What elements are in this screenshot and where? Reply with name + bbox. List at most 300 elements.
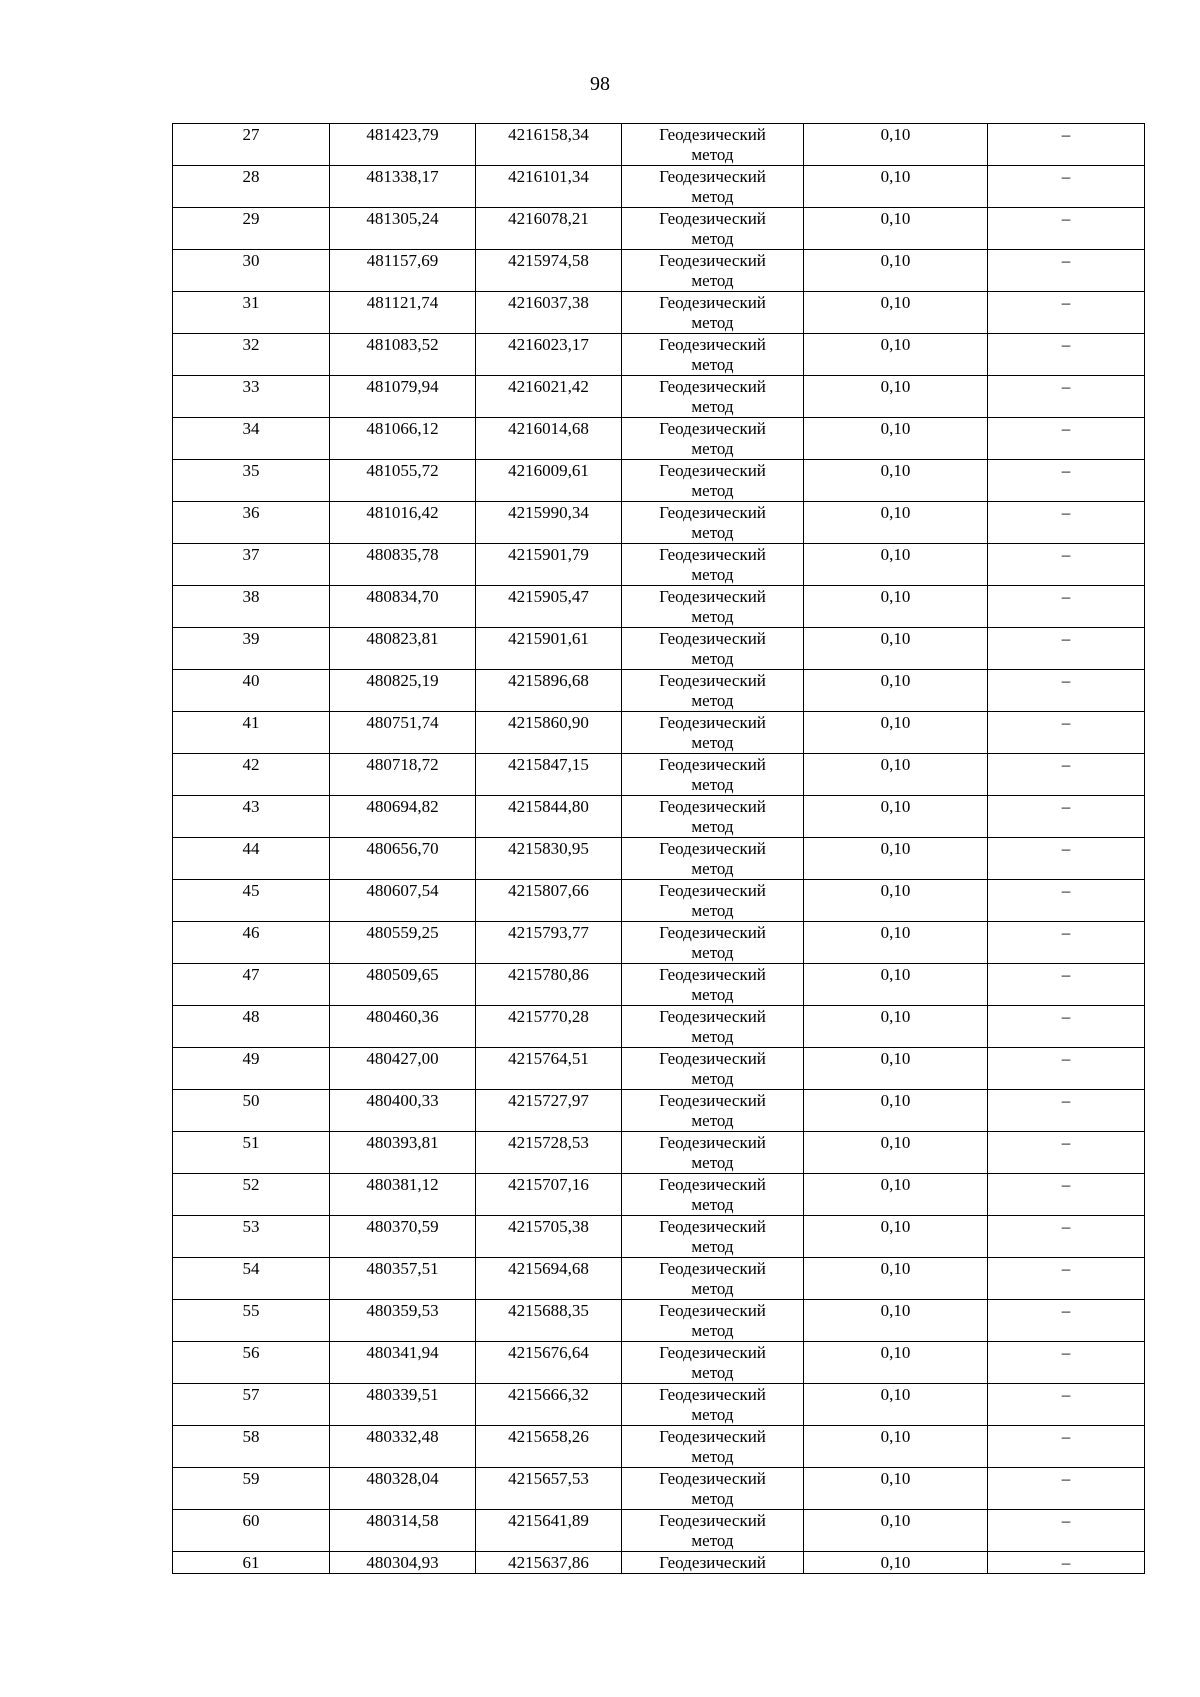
x-coordinate-cell: 480718,72 xyxy=(330,754,476,796)
method-line-1: Геодезический xyxy=(659,1343,766,1362)
table-row xyxy=(173,1552,1145,1574)
method-cell xyxy=(622,1174,804,1216)
method-line-2: метод xyxy=(691,523,734,542)
table-row xyxy=(173,124,1145,166)
point-number-cell: 42 xyxy=(173,754,330,796)
accuracy-cell: 0,10 xyxy=(804,1090,988,1132)
y-coordinate-cell: 4215860,90 xyxy=(476,712,622,754)
description-cell: – xyxy=(988,964,1145,1006)
x-coordinate-cell: 480509,65 xyxy=(330,964,476,1006)
y-coordinate-cell: 4215705,38 xyxy=(476,1216,622,1258)
method-cell xyxy=(622,250,804,292)
method-line-1: Геодезический xyxy=(659,251,766,270)
accuracy-cell: 0,10 xyxy=(804,838,988,880)
table-row xyxy=(173,1216,1145,1258)
table-body xyxy=(173,124,1145,1574)
method-cell xyxy=(622,838,804,880)
accuracy-cell: 0,10 xyxy=(804,1048,988,1090)
method-line-1: Геодезический xyxy=(659,293,766,312)
table-row xyxy=(173,1006,1145,1048)
method-cell xyxy=(622,292,804,334)
method-line-1: Геодезический xyxy=(659,1007,766,1026)
y-coordinate-cell: 4215707,16 xyxy=(476,1174,622,1216)
y-coordinate-cell: 4216021,42 xyxy=(476,376,622,418)
description-cell: – xyxy=(988,418,1145,460)
y-coordinate-cell: 4215901,79 xyxy=(476,544,622,586)
accuracy-cell: 0,10 xyxy=(804,166,988,208)
table-row xyxy=(173,208,1145,250)
method-line-1: Геодезический xyxy=(659,797,766,816)
table-row xyxy=(173,1342,1145,1384)
x-coordinate-cell: 480834,70 xyxy=(330,586,476,628)
point-number-cell: 37 xyxy=(173,544,330,586)
method-line-2: метод xyxy=(691,313,734,332)
method-cell xyxy=(622,1258,804,1300)
method-line-2: метод xyxy=(691,565,734,584)
y-coordinate-cell: 4215830,95 xyxy=(476,838,622,880)
point-number-cell: 32 xyxy=(173,334,330,376)
description-cell: – xyxy=(988,1174,1145,1216)
method-cell xyxy=(622,922,804,964)
accuracy-cell: 0,10 xyxy=(804,208,988,250)
x-coordinate-cell: 481016,42 xyxy=(330,502,476,544)
method-line-2: метод xyxy=(691,943,734,962)
method-cell xyxy=(622,460,804,502)
table-row xyxy=(173,460,1145,502)
y-coordinate-cell: 4215764,51 xyxy=(476,1048,622,1090)
description-cell: – xyxy=(988,544,1145,586)
table-row xyxy=(173,502,1145,544)
y-coordinate-cell: 4215896,68 xyxy=(476,670,622,712)
description-cell: – xyxy=(988,712,1145,754)
method-line-1: Геодезический xyxy=(659,377,766,396)
table-row xyxy=(173,838,1145,880)
table-row xyxy=(173,292,1145,334)
method-cell xyxy=(622,334,804,376)
description-cell: – xyxy=(988,670,1145,712)
method-line-1: Геодезический xyxy=(659,1049,766,1068)
method-line-2: метод xyxy=(691,229,734,248)
point-number-cell: 59 xyxy=(173,1468,330,1510)
description-cell: – xyxy=(988,460,1145,502)
method-line-2: метод xyxy=(691,1153,734,1172)
method-cell xyxy=(622,1090,804,1132)
method-line-2: метод xyxy=(691,1321,734,1340)
table-row xyxy=(173,964,1145,1006)
x-coordinate-cell: 480656,70 xyxy=(330,838,476,880)
x-coordinate-cell: 480370,59 xyxy=(330,1216,476,1258)
y-coordinate-cell: 4215901,61 xyxy=(476,628,622,670)
y-coordinate-cell: 4215990,34 xyxy=(476,502,622,544)
y-coordinate-cell: 4216158,34 xyxy=(476,124,622,166)
accuracy-cell: 0,10 xyxy=(804,880,988,922)
y-coordinate-cell: 4215666,32 xyxy=(476,1384,622,1426)
description-cell: – xyxy=(988,754,1145,796)
method-line-1: Геодезический xyxy=(659,881,766,900)
table-row xyxy=(173,544,1145,586)
description-cell: – xyxy=(988,1384,1145,1426)
description-cell: – xyxy=(988,166,1145,208)
x-coordinate-cell: 481079,94 xyxy=(330,376,476,418)
accuracy-cell: 0,10 xyxy=(804,922,988,964)
method-cell xyxy=(622,418,804,460)
method-line-1: Геодезический xyxy=(659,1427,766,1446)
description-cell: – xyxy=(988,1132,1145,1174)
x-coordinate-cell: 480381,12 xyxy=(330,1174,476,1216)
method-cell xyxy=(622,544,804,586)
y-coordinate-cell: 4215793,77 xyxy=(476,922,622,964)
x-coordinate-cell: 481066,12 xyxy=(330,418,476,460)
table-row xyxy=(173,1258,1145,1300)
point-number-cell: 43 xyxy=(173,796,330,838)
x-coordinate-cell: 481055,72 xyxy=(330,460,476,502)
accuracy-cell: 0,10 xyxy=(804,1300,988,1342)
method-cell xyxy=(622,376,804,418)
method-cell xyxy=(622,628,804,670)
point-number-cell: 58 xyxy=(173,1426,330,1468)
description-cell: – xyxy=(988,334,1145,376)
method-line-1: Геодезический xyxy=(659,1511,766,1530)
method-line-1: Геодезический xyxy=(659,1091,766,1110)
method-line-1: Геодезический xyxy=(659,1133,766,1152)
point-number-cell: 39 xyxy=(173,628,330,670)
y-coordinate-cell: 4215844,80 xyxy=(476,796,622,838)
description-cell: – xyxy=(988,1090,1145,1132)
accuracy-cell: 0,10 xyxy=(804,460,988,502)
description-cell: – xyxy=(988,1426,1145,1468)
accuracy-cell: 0,10 xyxy=(804,544,988,586)
table-row xyxy=(173,880,1145,922)
method-line-1: Геодезический xyxy=(659,419,766,438)
method-cell xyxy=(622,880,804,922)
description-cell: – xyxy=(988,922,1145,964)
accuracy-cell: 0,10 xyxy=(804,1006,988,1048)
point-number-cell: 31 xyxy=(173,292,330,334)
method-line-1: Геодезический xyxy=(659,1469,766,1488)
method-cell xyxy=(622,1552,804,1574)
description-cell: – xyxy=(988,796,1145,838)
point-number-cell: 60 xyxy=(173,1510,330,1552)
method-line-2: метод xyxy=(691,859,734,878)
method-line-2: метод xyxy=(691,145,734,164)
method-cell xyxy=(622,754,804,796)
method-line-1: Геодезический xyxy=(659,1217,766,1236)
y-coordinate-cell: 4215770,28 xyxy=(476,1006,622,1048)
x-coordinate-cell: 480304,93 xyxy=(330,1552,476,1574)
table-row xyxy=(173,250,1145,292)
x-coordinate-cell: 480357,51 xyxy=(330,1258,476,1300)
point-number-cell: 48 xyxy=(173,1006,330,1048)
point-number-cell: 55 xyxy=(173,1300,330,1342)
accuracy-cell: 0,10 xyxy=(804,1258,988,1300)
method-line-1: Геодезический xyxy=(659,209,766,228)
y-coordinate-cell: 4215658,26 xyxy=(476,1426,622,1468)
method-line-2: метод xyxy=(691,1069,734,1088)
method-cell xyxy=(622,124,804,166)
description-cell: – xyxy=(988,250,1145,292)
table-row xyxy=(173,1384,1145,1426)
table-row xyxy=(173,922,1145,964)
y-coordinate-cell: 4216014,68 xyxy=(476,418,622,460)
description-cell: – xyxy=(988,376,1145,418)
method-line-2: метод xyxy=(691,1237,734,1256)
method-line-2: метод xyxy=(691,1111,734,1130)
method-cell xyxy=(622,1426,804,1468)
method-line-2: метод xyxy=(691,1027,734,1046)
point-number-cell: 44 xyxy=(173,838,330,880)
method-line-2: метод xyxy=(691,901,734,920)
method-line-2: метод xyxy=(691,271,734,290)
method-cell xyxy=(622,964,804,1006)
table-row xyxy=(173,754,1145,796)
method-line-2: метод xyxy=(691,607,734,626)
y-coordinate-cell: 4215974,58 xyxy=(476,250,622,292)
point-number-cell: 33 xyxy=(173,376,330,418)
accuracy-cell: 0,10 xyxy=(804,712,988,754)
accuracy-cell: 0,10 xyxy=(804,628,988,670)
method-line-1: Геодезический xyxy=(659,125,766,144)
method-line-1: Геодезический xyxy=(659,965,766,984)
method-cell xyxy=(622,1216,804,1258)
point-number-cell: 51 xyxy=(173,1132,330,1174)
point-number-cell: 45 xyxy=(173,880,330,922)
method-line-1: Геодезический xyxy=(659,755,766,774)
table-row xyxy=(173,1468,1145,1510)
point-number-cell: 27 xyxy=(173,124,330,166)
description-cell: – xyxy=(988,1006,1145,1048)
method-cell xyxy=(622,502,804,544)
description-cell: – xyxy=(988,1216,1145,1258)
accuracy-cell: 0,10 xyxy=(804,1384,988,1426)
x-coordinate-cell: 480427,00 xyxy=(330,1048,476,1090)
x-coordinate-cell: 480339,51 xyxy=(330,1384,476,1426)
accuracy-cell: 0,10 xyxy=(804,1342,988,1384)
point-number-cell: 50 xyxy=(173,1090,330,1132)
method-cell xyxy=(622,796,804,838)
method-line-2: метод xyxy=(691,775,734,794)
method-line-2: метод xyxy=(691,481,734,500)
table-row xyxy=(173,796,1145,838)
y-coordinate-cell: 4215847,15 xyxy=(476,754,622,796)
method-line-1: Геодезический xyxy=(659,839,766,858)
method-line-2: метод xyxy=(691,1195,734,1214)
y-coordinate-cell: 4216009,61 xyxy=(476,460,622,502)
method-line-1: Геодезический xyxy=(659,1259,766,1278)
method-line-2: метод xyxy=(691,649,734,668)
table-row xyxy=(173,586,1145,628)
accuracy-cell: 0,10 xyxy=(804,334,988,376)
method-cell xyxy=(622,166,804,208)
x-coordinate-cell: 480825,19 xyxy=(330,670,476,712)
method-line-2: метод xyxy=(691,1531,734,1550)
method-line-1: Геодезический xyxy=(659,335,766,354)
description-cell: – xyxy=(988,586,1145,628)
method-line-2: метод xyxy=(691,1405,734,1424)
accuracy-cell: 0,10 xyxy=(804,1510,988,1552)
method-cell xyxy=(622,1300,804,1342)
x-coordinate-cell: 481083,52 xyxy=(330,334,476,376)
accuracy-cell: 0,10 xyxy=(804,502,988,544)
point-number-cell: 30 xyxy=(173,250,330,292)
method-line-2: метод xyxy=(691,355,734,374)
accuracy-cell: 0,10 xyxy=(804,418,988,460)
description-cell: – xyxy=(988,1048,1145,1090)
point-number-cell: 57 xyxy=(173,1384,330,1426)
point-number-cell: 54 xyxy=(173,1258,330,1300)
point-number-cell: 52 xyxy=(173,1174,330,1216)
x-coordinate-cell: 480328,04 xyxy=(330,1468,476,1510)
y-coordinate-cell: 4215694,68 xyxy=(476,1258,622,1300)
table-row xyxy=(173,1300,1145,1342)
method-line-1: Геодезический xyxy=(659,167,766,186)
point-number-cell: 38 xyxy=(173,586,330,628)
point-number-cell: 49 xyxy=(173,1048,330,1090)
x-coordinate-cell: 481305,24 xyxy=(330,208,476,250)
accuracy-cell: 0,10 xyxy=(804,376,988,418)
y-coordinate-cell: 4215807,66 xyxy=(476,880,622,922)
method-cell xyxy=(622,1048,804,1090)
accuracy-cell: 0,10 xyxy=(804,1426,988,1468)
point-number-cell: 47 xyxy=(173,964,330,1006)
description-cell: – xyxy=(988,880,1145,922)
table-row xyxy=(173,1510,1145,1552)
method-line-1: Геодезический xyxy=(659,1175,766,1194)
y-coordinate-cell: 4215727,97 xyxy=(476,1090,622,1132)
method-line-2: метод xyxy=(691,691,734,710)
y-coordinate-cell: 4216037,38 xyxy=(476,292,622,334)
x-coordinate-cell: 480751,74 xyxy=(330,712,476,754)
method-line-1: Геодезический xyxy=(659,923,766,942)
method-line-1: Геодезический xyxy=(659,671,766,690)
description-cell: – xyxy=(988,1300,1145,1342)
coordinates-table xyxy=(172,123,1145,1574)
accuracy-cell: 0,10 xyxy=(804,754,988,796)
description-cell: – xyxy=(988,292,1145,334)
description-cell: – xyxy=(988,502,1145,544)
point-number-cell: 35 xyxy=(173,460,330,502)
description-cell: – xyxy=(988,208,1145,250)
description-cell: – xyxy=(988,1552,1145,1574)
accuracy-cell: 0,10 xyxy=(804,124,988,166)
point-number-cell: 56 xyxy=(173,1342,330,1384)
y-coordinate-cell: 4216101,34 xyxy=(476,166,622,208)
accuracy-cell: 0,10 xyxy=(804,1132,988,1174)
method-cell xyxy=(622,1342,804,1384)
accuracy-cell: 0,10 xyxy=(804,1216,988,1258)
x-coordinate-cell: 480607,54 xyxy=(330,880,476,922)
table-row xyxy=(173,1048,1145,1090)
accuracy-cell: 0,10 xyxy=(804,796,988,838)
y-coordinate-cell: 4215641,89 xyxy=(476,1510,622,1552)
method-line-2: метод xyxy=(691,817,734,836)
table-row xyxy=(173,1132,1145,1174)
y-coordinate-cell: 4215780,86 xyxy=(476,964,622,1006)
description-cell: – xyxy=(988,1342,1145,1384)
method-line-1: Геодезический xyxy=(659,1385,766,1404)
x-coordinate-cell: 480823,81 xyxy=(330,628,476,670)
table-row xyxy=(173,628,1145,670)
accuracy-cell: 0,10 xyxy=(804,1552,988,1574)
x-coordinate-cell: 480393,81 xyxy=(330,1132,476,1174)
point-number-cell: 29 xyxy=(173,208,330,250)
method-line-2: метод xyxy=(691,1489,734,1508)
table-row xyxy=(173,1090,1145,1132)
table-row xyxy=(173,334,1145,376)
method-line-1: Геодезический xyxy=(659,461,766,480)
y-coordinate-cell: 4215905,47 xyxy=(476,586,622,628)
method-line-2: метод xyxy=(691,1279,734,1298)
method-cell xyxy=(622,586,804,628)
point-number-cell: 40 xyxy=(173,670,330,712)
x-coordinate-cell: 480314,58 xyxy=(330,1510,476,1552)
description-cell: – xyxy=(988,628,1145,670)
y-coordinate-cell: 4216078,21 xyxy=(476,208,622,250)
point-number-cell: 53 xyxy=(173,1216,330,1258)
y-coordinate-cell: 4215657,53 xyxy=(476,1468,622,1510)
table-row xyxy=(173,1174,1145,1216)
description-cell: – xyxy=(988,838,1145,880)
description-cell: – xyxy=(988,124,1145,166)
y-coordinate-cell: 4215676,64 xyxy=(476,1342,622,1384)
description-cell: – xyxy=(988,1510,1145,1552)
method-line-1: Геодезический xyxy=(659,1553,766,1572)
method-cell xyxy=(622,1510,804,1552)
y-coordinate-cell: 4215688,35 xyxy=(476,1300,622,1342)
point-number-cell: 61 xyxy=(173,1552,330,1574)
method-line-2: метод xyxy=(691,397,734,416)
method-line-1: Геодезический xyxy=(659,1301,766,1320)
x-coordinate-cell: 480332,48 xyxy=(330,1426,476,1468)
method-cell xyxy=(622,1006,804,1048)
method-line-1: Геодезический xyxy=(659,629,766,648)
table-row xyxy=(173,376,1145,418)
method-line-1: Геодезический xyxy=(659,713,766,732)
method-cell xyxy=(622,712,804,754)
method-line-2: метод xyxy=(691,439,734,458)
accuracy-cell: 0,10 xyxy=(804,292,988,334)
table-row xyxy=(173,166,1145,208)
table-row xyxy=(173,418,1145,460)
description-cell: – xyxy=(988,1468,1145,1510)
x-coordinate-cell: 481338,17 xyxy=(330,166,476,208)
x-coordinate-cell: 481121,74 xyxy=(330,292,476,334)
table-row xyxy=(173,1426,1145,1468)
method-cell xyxy=(622,1468,804,1510)
x-coordinate-cell: 480460,36 xyxy=(330,1006,476,1048)
point-number-cell: 41 xyxy=(173,712,330,754)
point-number-cell: 28 xyxy=(173,166,330,208)
x-coordinate-cell: 481423,79 xyxy=(330,124,476,166)
x-coordinate-cell: 480400,33 xyxy=(330,1090,476,1132)
y-coordinate-cell: 4215637,86 xyxy=(476,1552,622,1574)
point-number-cell: 36 xyxy=(173,502,330,544)
table-row xyxy=(173,670,1145,712)
accuracy-cell: 0,10 xyxy=(804,1468,988,1510)
method-cell xyxy=(622,670,804,712)
method-cell xyxy=(622,1132,804,1174)
method-line-2: метод xyxy=(691,985,734,1004)
x-coordinate-cell: 480694,82 xyxy=(330,796,476,838)
method-line-2: метод xyxy=(691,1447,734,1466)
x-coordinate-cell: 481157,69 xyxy=(330,250,476,292)
accuracy-cell: 0,10 xyxy=(804,964,988,1006)
accuracy-cell: 0,10 xyxy=(804,670,988,712)
method-line-2: метод xyxy=(691,1363,734,1382)
page-number: 98 xyxy=(590,73,610,95)
method-cell xyxy=(622,208,804,250)
description-cell: – xyxy=(988,1258,1145,1300)
point-number-cell: 34 xyxy=(173,418,330,460)
